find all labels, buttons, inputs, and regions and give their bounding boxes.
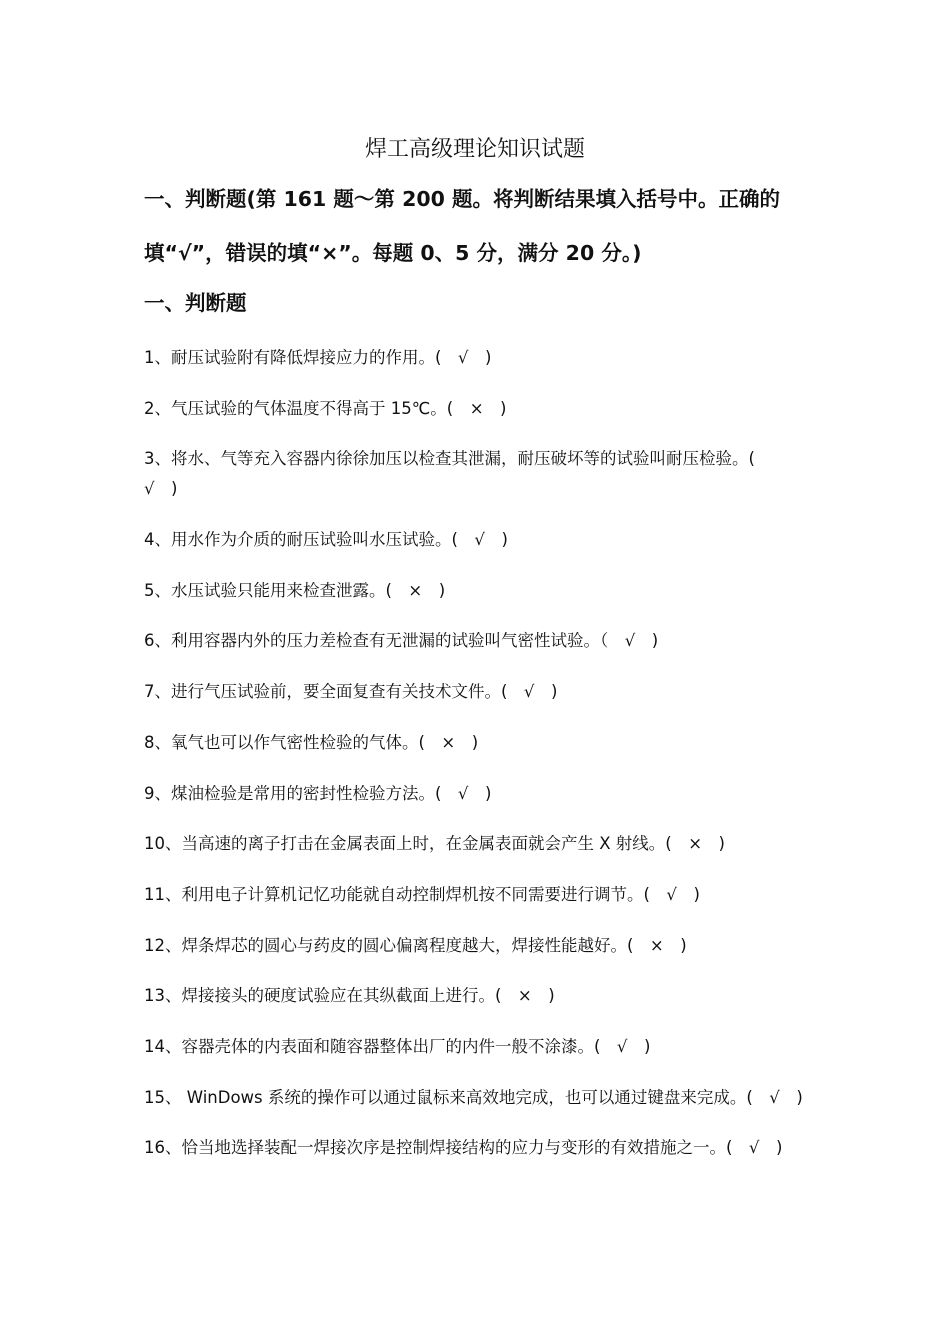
- question-item: 13、焊接接头的硬度试验应在其纵截面上进行。( × ): [144, 986, 555, 1006]
- question-item: 8、氧气也可以作气密性检验的气体。( × ): [144, 732, 479, 752]
- question-item: 6、利用容器内外的压力差检查有无泄漏的试验叫气密性试验。（ √ ): [144, 631, 659, 651]
- question-item: 3、将水、气等充入容器内徐徐加压以检查其泄漏，耐压破坏等的试验叫耐压检验。( √ ): [144, 449, 772, 499]
- question-item: 15、 WinDows 系统的操作可以通过鼠标来高效地完成，也可以通过键盘来完成。( √ ): [144, 1087, 803, 1107]
- question-item: 14、容器壳体的内表面和随容器整体出厂的内件一般不涂漆。( √ ): [144, 1036, 651, 1056]
- document-title: 焊工高级理论知识试题: [364, 137, 585, 162]
- question-item: 9、煤油检验是常用的密封性检验方法。( √ ): [144, 783, 492, 803]
- subsection-heading: 一、判断题: [144, 291, 247, 315]
- question-item: 10、当高速的离子打击在金属表面上时，在金属表面就会产生 X 射线。( × ): [144, 834, 725, 854]
- question-item: 7、进行气压试验前，要全面复查有关技术文件。( √ ): [144, 682, 558, 702]
- section-heading: 一、判断题(第 161 题～第 200 题。将判断结果填入括号中。正确的填“√”，错误的填“×”。每题 0、5 分，满分 20 分。): [144, 187, 780, 265]
- question-item: 16、恰当地选择装配一焊接次序是控制焊接结构的应力与变形的有效措施之一。( √ ): [144, 1138, 783, 1158]
- question-item: 5、水压试验只能用来检查泄露。( × ): [144, 580, 446, 600]
- question-item: 2、气压试验的气体温度不得高于 15℃。( × ): [144, 398, 507, 418]
- question-item: 4、用水作为介质的耐压试验叫水压试验。( √ ): [144, 530, 508, 550]
- question-list: [144, 343, 804, 1184]
- question-item: 11、利用电子计算机记忆功能就自动控制焊机按不同需要进行调节。( √ ): [144, 884, 700, 904]
- question-item: 1、耐压试验附有降低焊接应力的作用。( √ ): [144, 348, 492, 367]
- question-item: 12、焊条焊芯的圆心与药皮的圆心偏离程度越大，焊接性能越好。( × ): [144, 935, 687, 955]
